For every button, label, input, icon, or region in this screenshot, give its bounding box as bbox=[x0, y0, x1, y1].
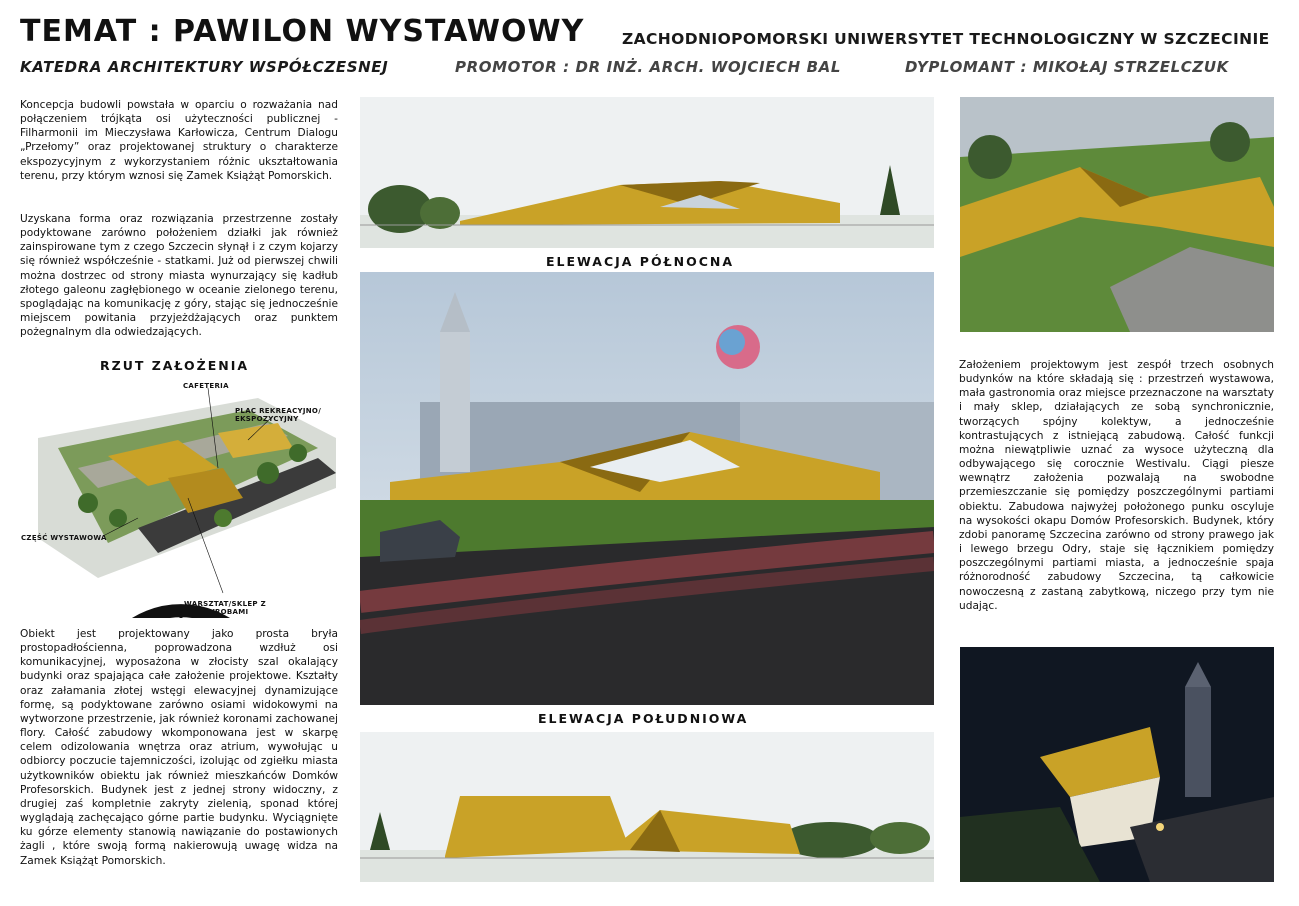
university-name: ZACHODNIOPOMORSKI UNIWERSYTET TECHNOLOGICZNY W SZCZECINIE bbox=[622, 30, 1270, 48]
intro-paragraph: Koncepcja budowli powstała w oparciu o rozważania nad połączeniem trójkąta osi użyteczności publicznej - Filharmonii im Mieczysława Karłowicza, Centrum Dialogu „Przełomy” oraz projektowanej struktury o charakterze ekspozycyjnym z wykorzystaniem różnic ukształtowania terenu, przy którym wznosi się Zamek Książąt Pomorskich. bbox=[20, 99, 338, 182]
plan-label-plac: PLAC REKREACYJNO/ EKSPOZYCYJNY bbox=[235, 407, 322, 423]
aerial-view-image bbox=[960, 97, 1274, 332]
plan-label-warsztat: WARSZTAT/SKLEP Z WYROBAMI bbox=[184, 600, 266, 616]
form-paragraph: Uzyskana forma oraz rozwiązania przestrzenne zostały podyktowane zarówno położeniem działki jak również zainspirowane tym z czego Szczecin słynął i z czym kojarzy się również współcześnie - statkami. Już od pierwszej chwili można dostrzec od strony miasta wynurzający się kadłub złotego galeonu zagłębionego w oceanie zielonego terenu, spoglądając na komunikację z góry, stając się jednocześnie miejscem powitania przyjeżdżających oraz punktem pożegnalnym dla odwiedzających. bbox=[20, 213, 338, 339]
dyplomant-name: DYPLOMANT : MIKOŁAJ STRZELCZUK bbox=[905, 58, 1229, 76]
north-elevation-heading: ELEWACJA PÓŁNOCNA bbox=[546, 254, 735, 269]
promotor-name: PROMOTOR : DR INŻ. ARCH. WOJCIECH BAL bbox=[455, 58, 842, 76]
plan-label-cafeteria: CAFETERIA bbox=[183, 382, 229, 390]
page-title: TEMAT : PAWILON WYSTAWOWY bbox=[20, 14, 585, 49]
department-name: KATEDRA ARCHITEKTURY WSPÓŁCZESNEJ bbox=[20, 58, 389, 76]
main-perspective-image bbox=[360, 272, 934, 705]
night-view-image bbox=[960, 647, 1274, 882]
south-elevation-image bbox=[360, 732, 934, 882]
south-elevation-heading: ELEWACJA POŁUDNIOWA bbox=[538, 711, 749, 726]
program-paragraph: Założeniem projektowym jest zespół trzech osobnych budynków na które składają się : przestrzeń wystawowa, mała gastronomia oraz miejsce przeznaczone na warsztaty i mały sklep, działających ze sobą synchronicznie, tworzących spójny kolektyw, a jednocześnie kontrastujących z istniejącą zabudową. Całość funkcji można niewątpliwie uznać za wysoce użyteczną dla odbywającego się corocznie Westivalu. Ciągi piesze wewnątrz założenia pozwalają na swobodne przemieszczanie się pomiędzy poszczególnymi partiami obiektu. Zabudowa najwyżej położonego punku oscyluje na wysokości okapu Domów Profesorskich. Budynek, który zdobi panoramę Szczecina zarówno od strony prawego jak i lewego brzegu Odry, staje się łącznikiem pomiędzy poszczególnymi partiami miasta, a jednocześnie spaja różnorodność zabudowy Szczecina, tą całkowicie nowoczesną z zastaną zabytkową, niczego przy tym nie udając. bbox=[959, 359, 1274, 612]
site-plan-heading: RZUT ZAŁOŻENIA bbox=[100, 358, 250, 373]
north-elevation-image bbox=[360, 97, 934, 248]
plan-label-czesc: CZĘŚĆ WYSTAWOWA bbox=[21, 534, 107, 542]
north-arrow-icon bbox=[22, 578, 336, 618]
object-paragraph: Obiekt jest projektowany jako prosta bryła prostopadłościenna, poprowadzona wzdłuż osi komunikacyjnej, wyposażona w złocisty szal okalający budynki oraz spajająca całe założenie projektowe. Kształty oraz załamania złotej wstęgi elewacyjnej dynamizujące formę, są podyktowane zarówno osiami widokowymi na wytworzone przestrzenie, jak również koronami zachowanej flory. Całość zabudowy wkomponowana jest w skarpę celem odizolowania wnętrza oraz atrium, wywołując u odbiorcy poczucie tajemniczości, izolując od zgiełku miasta użytkowników obiektu jak również mieszkańców Domków Profesorskich. Budynek jest z jednej strony widoczny, z drugiej zaś kompletnie zakryty zielenią, sponad której wyglądają zachęcająco górne partie budynku. Wyciągnięte ku górze elementy stanowią nawiązanie do postawionych żagli , które swoją formą nakierowują uwagę widza na Zamek Książąt Pomorskich. bbox=[20, 628, 338, 867]
site-plan-image bbox=[18, 378, 336, 618]
